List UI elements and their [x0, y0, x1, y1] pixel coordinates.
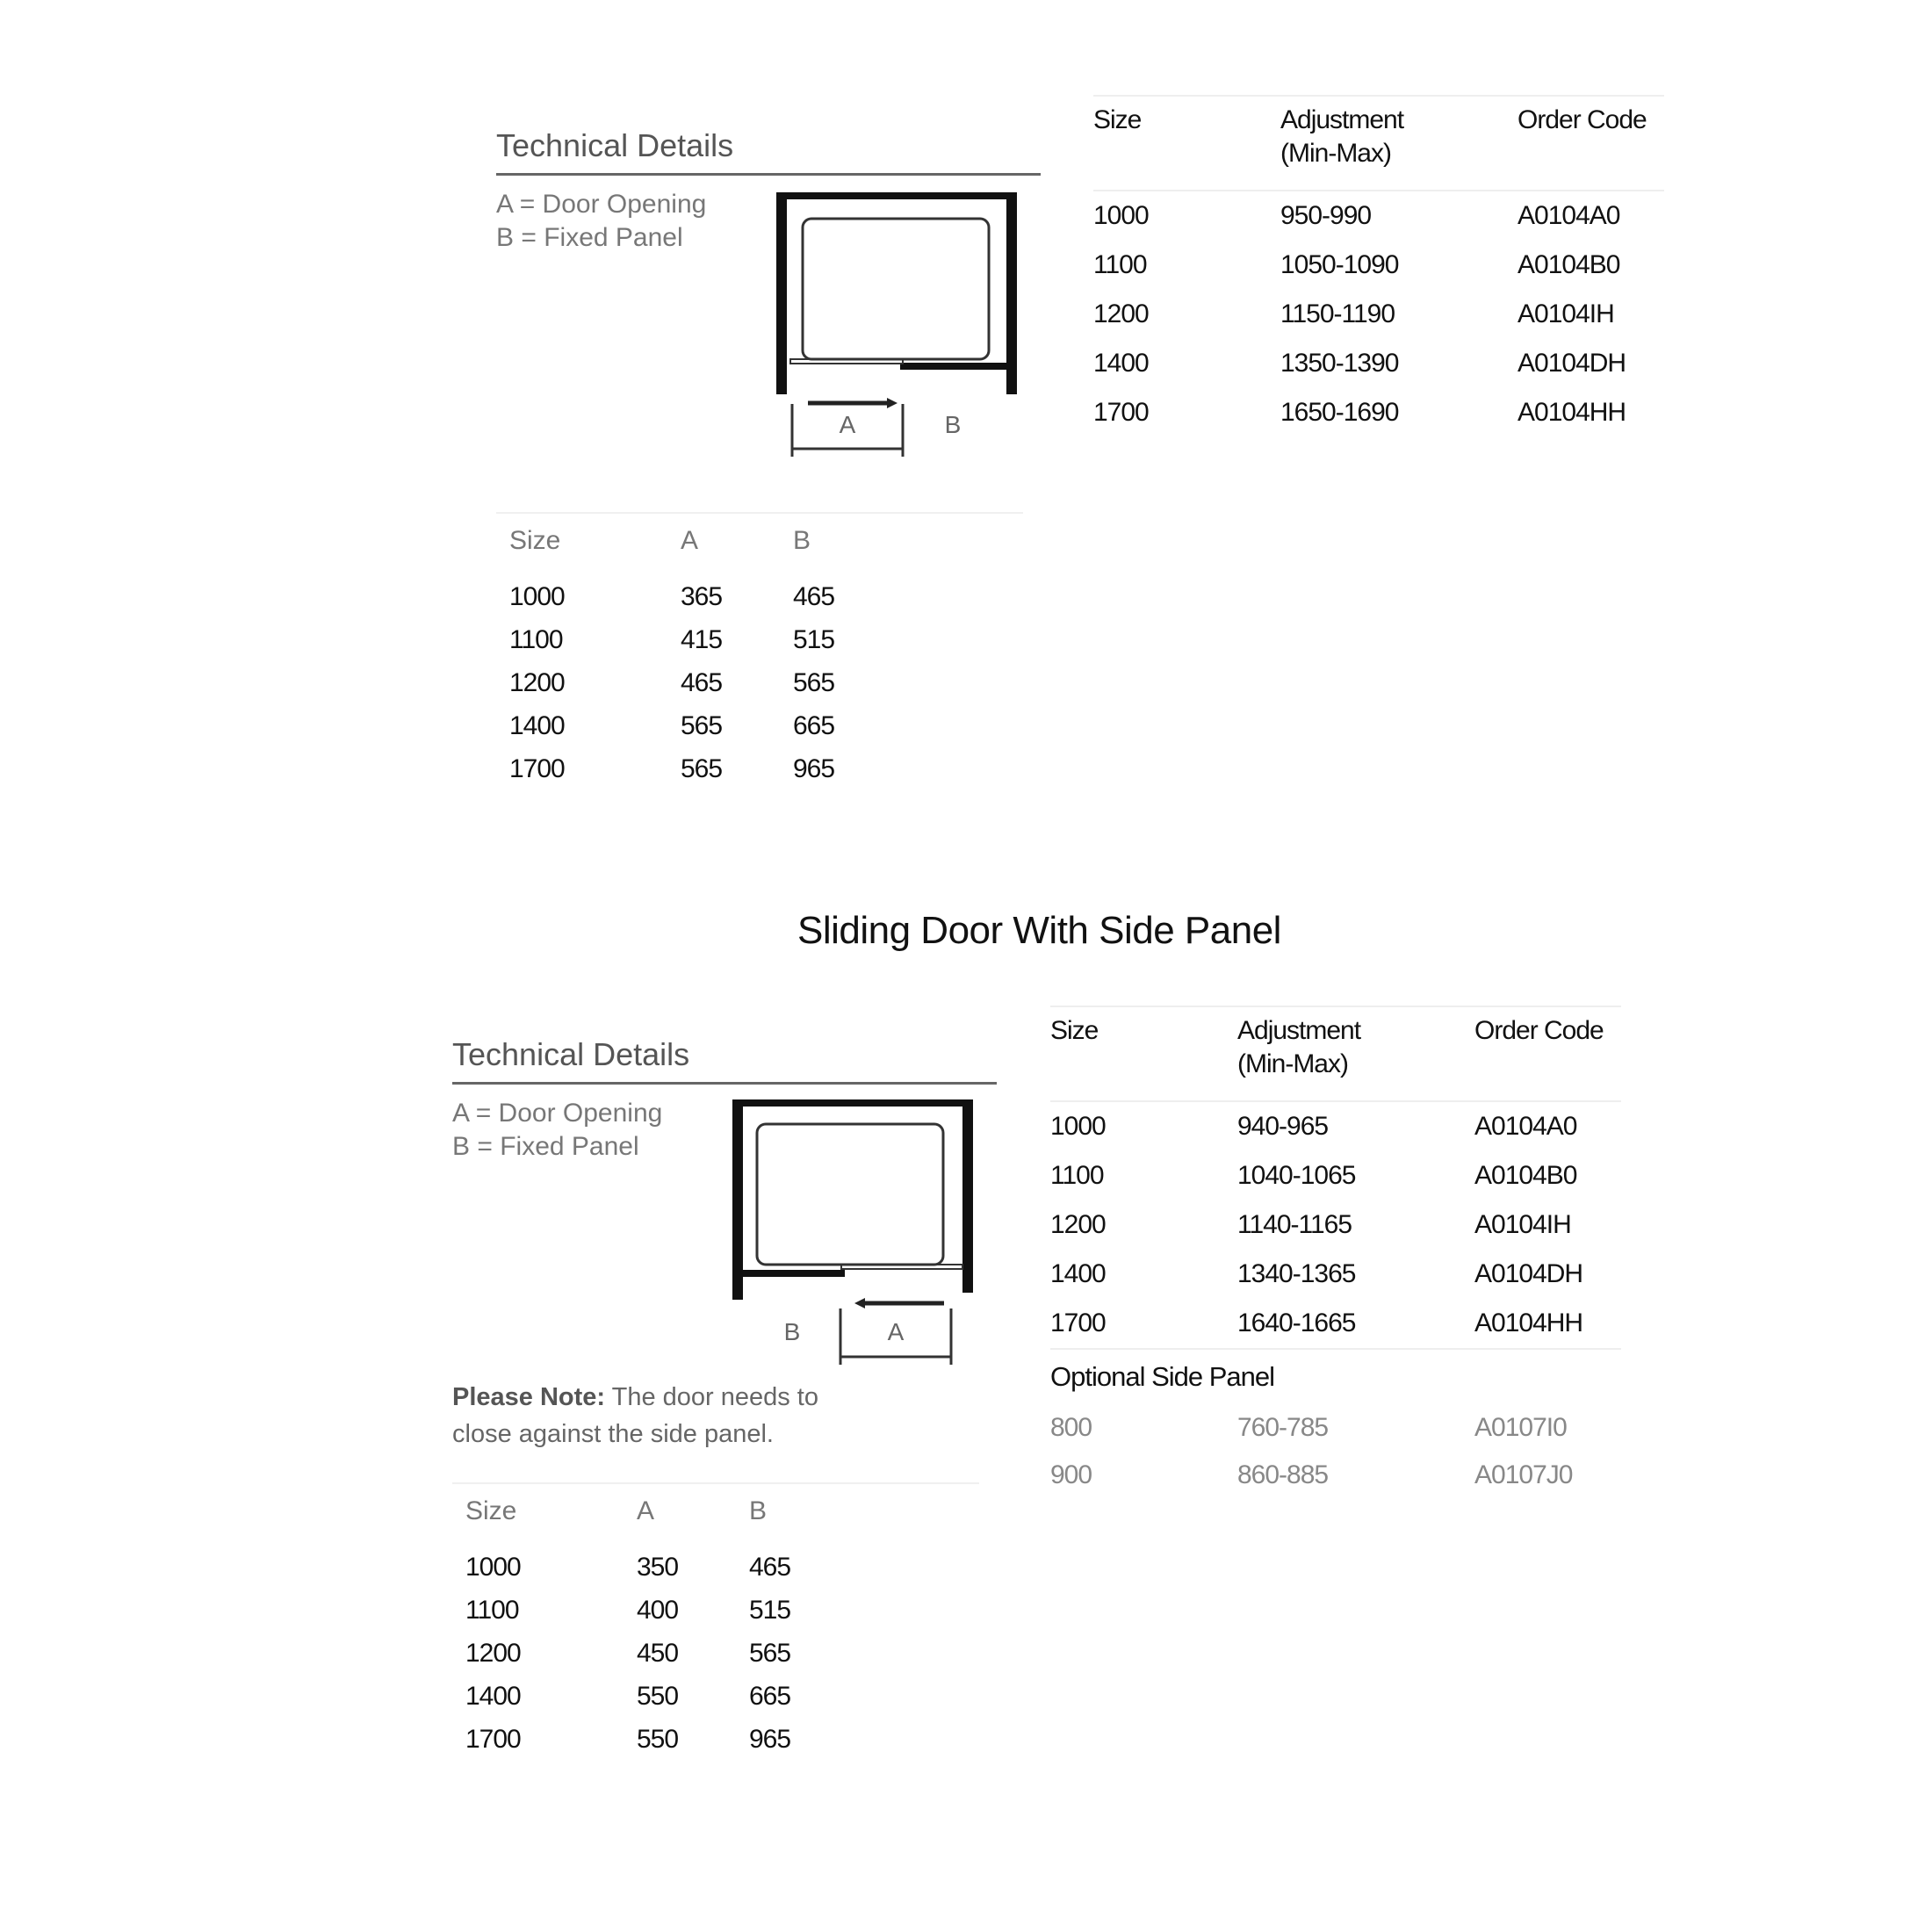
- spec-row: [1050, 1299, 1621, 1349]
- size-cell: 1400: [465, 1681, 521, 1711]
- page-title: Sliding Door With Side Panel: [797, 909, 1281, 952]
- order-code-cell: A0104IH: [1474, 1210, 1571, 1239]
- size-cell: 1000: [509, 581, 565, 611]
- a-cell: 550: [637, 1681, 679, 1711]
- order-code-cell: A0104B0: [1474, 1161, 1577, 1190]
- b-cell: 465: [749, 1552, 791, 1582]
- adjustment-cell: 1050-1090: [1280, 250, 1399, 279]
- order-code-cell: A0104DH: [1474, 1259, 1583, 1288]
- b-cell: 665: [793, 710, 835, 740]
- a-cell: 550: [637, 1724, 679, 1754]
- b-cell: 965: [749, 1724, 791, 1754]
- header-size: Size: [509, 526, 561, 555]
- size-cell: 1400: [1093, 349, 1149, 378]
- adjustment-cell: 1140-1165: [1237, 1210, 1352, 1239]
- dims-row: [496, 661, 1023, 704]
- header-order-code: Order Code: [1474, 1006, 1621, 1101]
- header-size: Size: [465, 1496, 517, 1525]
- adjustment-cell: 950-990: [1280, 201, 1372, 230]
- shower-diagram-1: [773, 189, 1027, 470]
- dimension-b-label: B: [944, 411, 962, 438]
- order-code-cell: A0104HH: [1474, 1308, 1583, 1337]
- size-cell: 1400: [1050, 1259, 1106, 1288]
- spec-header-row: [1093, 96, 1664, 191]
- dims-row: [452, 1632, 979, 1675]
- size-cell: 1700: [509, 753, 565, 783]
- dims-header-row: [496, 513, 1023, 575]
- a-cell: 565: [681, 710, 723, 740]
- legend-line-a: A = Door Opening: [452, 1099, 663, 1128]
- dims-table-body: [452, 1546, 979, 1761]
- spec-row: [1050, 1250, 1621, 1299]
- dims-row: [496, 618, 1023, 661]
- dims-row: [496, 747, 1023, 790]
- order-code-cell: A0104A0: [1474, 1112, 1577, 1141]
- slide-arrow-icon: [854, 1298, 944, 1308]
- spec-row: [1093, 339, 1664, 388]
- size-cell: 1200: [1093, 299, 1149, 328]
- dims-header-row: [452, 1483, 979, 1546]
- spec-row: [1050, 1151, 1621, 1200]
- dims-row: [496, 575, 1023, 618]
- a-cell: 465: [681, 667, 723, 697]
- dims-row: [452, 1589, 979, 1632]
- header-size: Size: [1050, 1006, 1237, 1101]
- order-code-cell: A0104IH: [1517, 299, 1614, 328]
- spec-table-2: [1050, 1006, 1621, 1499]
- b-cell: 465: [793, 581, 835, 611]
- adjustment-cell: 1650-1690: [1280, 398, 1399, 427]
- dimension-a-label: A: [839, 411, 856, 438]
- legend-line-b: B = Fixed Panel: [452, 1132, 639, 1161]
- header-b: B: [793, 526, 811, 555]
- a-cell: 565: [681, 753, 723, 783]
- a-cell: 365: [681, 581, 723, 611]
- order-code-cell: A0107J0: [1474, 1460, 1573, 1489]
- header-b: B: [749, 1496, 768, 1525]
- legend-line-b: B = Fixed Panel: [496, 223, 683, 252]
- dims-row: [452, 1546, 979, 1589]
- shower-tray: [757, 1124, 943, 1265]
- size-cell: 1000: [1050, 1112, 1106, 1141]
- size-cell: 800: [1050, 1413, 1092, 1442]
- spec-header-row: [1050, 1006, 1621, 1101]
- header-order-code: Order Code: [1517, 96, 1664, 191]
- adjustment-cell: 1040-1065: [1237, 1161, 1356, 1190]
- header-a: A: [637, 1496, 655, 1525]
- sliding-door: [790, 359, 903, 364]
- adjustment-cell: 760-785: [1237, 1413, 1329, 1442]
- sliding-door: [841, 1265, 962, 1269]
- header-size: Size: [1093, 96, 1280, 191]
- size-cell: 1100: [465, 1595, 519, 1625]
- size-cell: 1700: [1093, 398, 1149, 427]
- spec-table-body: [1093, 191, 1664, 437]
- adjustment-cell: 1340-1365: [1237, 1259, 1356, 1288]
- dims-row: [452, 1718, 979, 1761]
- spec-row: [1093, 290, 1664, 339]
- size-cell: 1100: [509, 624, 563, 654]
- note-text: The door needs to close against the side panel.: [452, 1383, 818, 1448]
- size-cell: 1200: [465, 1638, 521, 1668]
- a-cell: 415: [681, 624, 723, 654]
- order-code-cell: A0104A0: [1517, 201, 1620, 230]
- optional-side-panel-row: [1050, 1349, 1621, 1404]
- order-code-cell: A0104HH: [1517, 398, 1626, 427]
- spec-row: [1050, 1101, 1621, 1151]
- optional-spec-row: [1050, 1404, 1621, 1452]
- dims-table-2: [452, 1482, 979, 1761]
- spec-table-body: [1050, 1101, 1621, 1499]
- section-heading: Technical Details: [452, 1036, 997, 1085]
- please-note: [452, 1379, 865, 1453]
- slide-arrow-icon: [808, 398, 898, 408]
- section-heading: Technical Details: [496, 127, 1041, 176]
- order-code-cell: A0104DH: [1517, 349, 1626, 378]
- size-cell: 900: [1050, 1460, 1092, 1489]
- shower-diagram-2: [729, 1096, 984, 1377]
- size-cell: 1200: [1050, 1210, 1106, 1239]
- note-label: Please Note:: [452, 1383, 606, 1411]
- optional-spec-row: [1050, 1452, 1621, 1499]
- b-cell: 515: [793, 624, 835, 654]
- b-cell: 565: [749, 1638, 791, 1668]
- b-cell: 515: [749, 1595, 791, 1625]
- adjustment-cell: 860-885: [1237, 1460, 1329, 1489]
- spec-table-1: [1093, 95, 1664, 437]
- size-cell: 1000: [1093, 201, 1149, 230]
- a-cell: 450: [637, 1638, 679, 1668]
- size-cell: 1100: [1050, 1161, 1104, 1190]
- shower-tray: [803, 219, 989, 359]
- dims-row: [452, 1675, 979, 1718]
- size-cell: 1000: [465, 1552, 521, 1582]
- dimension-a-label: A: [887, 1318, 905, 1345]
- adjustment-cell: 1150-1190: [1280, 299, 1395, 328]
- dimension-b-label: B: [783, 1318, 801, 1345]
- adjustment-cell: 940-965: [1237, 1112, 1329, 1141]
- spec-row: [1050, 1200, 1621, 1250]
- spec-row: [1093, 388, 1664, 437]
- legend-line-a: A = Door Opening: [496, 190, 707, 219]
- adjustment-cell: 1640-1665: [1237, 1308, 1356, 1337]
- dims-row: [496, 704, 1023, 747]
- a-cell: 350: [637, 1552, 679, 1582]
- size-cell: 1400: [509, 710, 565, 740]
- dims-table-body: [496, 575, 1023, 790]
- size-cell: 1700: [1050, 1308, 1106, 1337]
- size-cell: 1200: [509, 667, 565, 697]
- a-cell: 400: [637, 1595, 679, 1625]
- adjustment-cell: 1350-1390: [1280, 349, 1399, 378]
- b-cell: 965: [793, 753, 835, 783]
- order-code-cell: A0104B0: [1517, 250, 1620, 279]
- b-cell: 565: [793, 667, 835, 697]
- dims-table-1: [496, 512, 1023, 790]
- optional-side-panel-label: Optional Side Panel: [1050, 1349, 1621, 1404]
- order-code-cell: A0107I0: [1474, 1413, 1567, 1442]
- b-cell: 665: [749, 1681, 791, 1711]
- spec-row: [1093, 191, 1664, 241]
- spec-row: [1093, 241, 1664, 290]
- size-cell: 1100: [1093, 250, 1147, 279]
- header-adjustment: Adjustment (Min-Max): [1280, 96, 1517, 191]
- header-adjustment: Adjustment (Min-Max): [1237, 1006, 1474, 1101]
- size-cell: 1700: [465, 1724, 521, 1754]
- header-a: A: [681, 526, 699, 555]
